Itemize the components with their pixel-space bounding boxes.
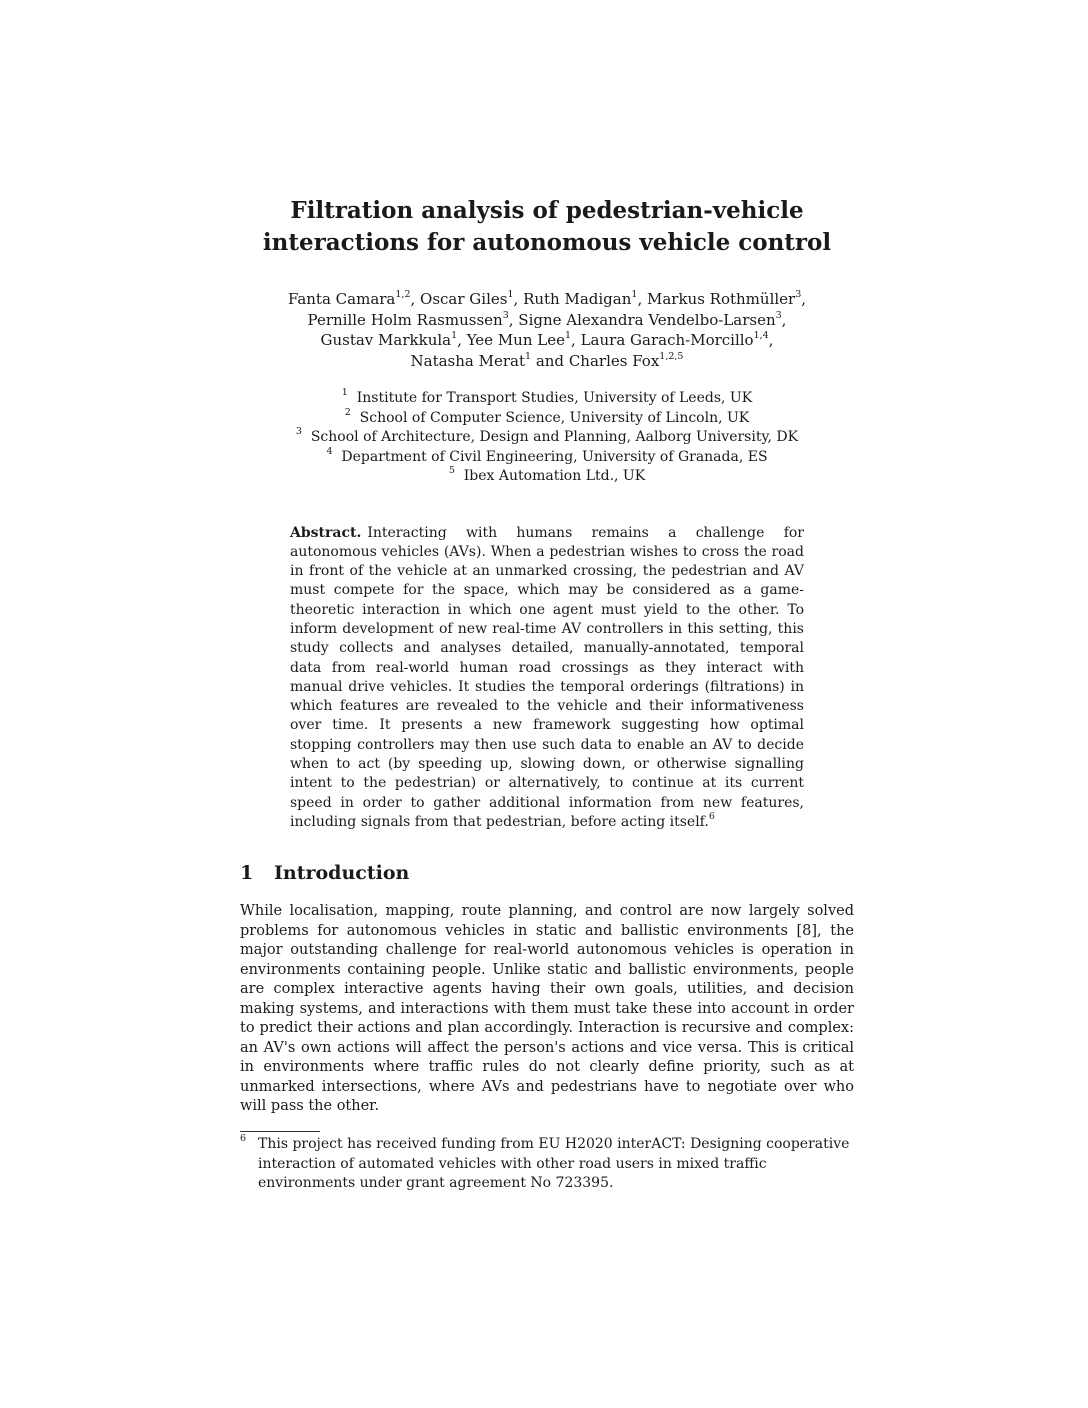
- author-affil-mark: 3: [795, 289, 802, 300]
- author: Ruth Madigan: [523, 290, 632, 308]
- author-affil-mark: 1,4: [753, 330, 769, 341]
- affiliation: $^2$ School of Computer Science, University of Lincoln, UK: [344, 406, 750, 426]
- author-affil-mark: 1,2,5: [659, 350, 684, 362]
- footnote-text: This project has received funding from EU H2020 interACT: Designing cooperative interaction of automated vehicles with other road users in mixed traffic environments under grant agreement No 723395.: [258, 1136, 850, 1192]
- author-affil-mark: 1: [525, 350, 532, 362]
- affiliation-mark: 2: [344, 406, 351, 418]
- affiliation: $^5$ Ibex Automation Ltd., UK: [448, 465, 646, 484]
- affiliation-mark: 1: [341, 387, 348, 399]
- affiliation: $^1$ Institute for Transport Studies, University of Leeds, UK: [341, 387, 753, 406]
- abstract-text: Interacting with humans remains a challenge for autonomous vehicles (AVs). When a pedestrian wishes to cross the road in front of the vehicle at an unmarked crossing, the pedestrian and AV must compete for the space, which may be considered as a game-theoretic interaction in which one agent must yield to the other. To inform development of new real-time AV controllers in this setting, this study collects and analyses detailed, manually-annotated, temporal data from real-world human road crossings as they interact with manual drive vehicles. It studies the temporal orderings (filtrations) in which features are revealed to the vehicle and their informativeness over time. It presents a new framework suggesting how optimal stopping controllers may then use such data to enable an AV to decide when to act (by speeding up, slowing down, or otherwise signalling intent to the pedestrian) or alternatively, to continue at its current speed in order to gather additional information from new features, including signals from that pedestrian, before acting itself.: [290, 524, 804, 830]
- author: Charles Fox: [568, 351, 660, 370]
- affiliation-mark: 5: [448, 465, 455, 477]
- author-affil-mark: 1: [565, 330, 572, 341]
- footnote: [240, 1132, 854, 1194]
- section-title: Introduction: [274, 862, 410, 885]
- author-affil-mark: 1,2: [395, 289, 411, 300]
- author: Oscar Giles: [420, 290, 508, 308]
- section-heading: [240, 862, 854, 884]
- author-list: Fanta Camara$^{1,2}$, Oscar Giles$^1$, Ruth Madigan$^1$, Markus Rothmüller$^3$, Pernille Holm Rasmussen$^3$, Signe Alexandra Vendelbo-Larsen$^3$, Gustav Markkula$^1$, Yee Mun Lee$^1$, Laura Garach-Morcillo$^{1,4}$, Natasha Merat$^1$ and Charles Fox$^{1,2,5}$: [287, 289, 807, 370]
- footnote-mark: 6: [240, 1132, 247, 1144]
- abstract: [290, 524, 804, 833]
- intro-paragraph: While localisation, mapping, route planning, and control are now largely solved problems for autonomous vehicles in static and ballistic environments [8], the major outstanding challenge for real-world autonomous vehicles is operation in environments containing people. Unlike static and ballistic environments, people are complex interactive agents having their own goals, utilities, and decision making systems, and interactions with them must take these into account in order to predict their actions and plan accordingly. Interaction is recursive and complex: an AV's own actions will affect the person's actions and vice versa. This is critical in environments where traffic rules do not clearly define priority, such as at unmarked intersections, where AVs and pedestrians have to negotiate over who will pass the other.: [240, 903, 854, 1115]
- paper-page: [240, 195, 854, 1194]
- author: Laura Garach-Morcillo: [580, 331, 754, 349]
- author-affil-mark: 1: [631, 289, 638, 300]
- author-affil-mark: 1: [451, 330, 458, 341]
- author: Markus Rothmüller: [646, 290, 796, 308]
- author-affil-mark: 1: [507, 289, 514, 300]
- footnote-rule: [240, 1131, 320, 1132]
- author: Natasha Merat: [410, 351, 525, 370]
- affiliation: $^4$ Department of Civil Engineering, University of Granada, ES: [326, 445, 768, 465]
- affiliation: $^3$ School of Architecture, Design and Planning, Aalborg University, DK: [295, 426, 799, 445]
- author: Gustav Markkula: [320, 331, 452, 349]
- author-conjunction: and: [535, 351, 565, 370]
- author: Fanta Camara: [287, 290, 396, 308]
- author: Signe Alexandra Vendelbo-Larsen: [518, 310, 776, 329]
- author-affil-mark: 3: [775, 309, 782, 321]
- author: Pernille Holm Rasmussen: [307, 310, 503, 329]
- affiliation-mark: 3: [295, 426, 302, 438]
- paper-title: Filtration analysis of pedestrian-vehicle interactions for autonomous vehicle control: [262, 197, 832, 256]
- affiliation-list: [240, 389, 854, 487]
- author-affil-mark: 3: [502, 309, 509, 321]
- affiliation-mark: 4: [326, 445, 333, 457]
- author: Yee Mun Lee: [466, 331, 565, 349]
- footnote-reference[interactable]: 6: [708, 811, 715, 823]
- section-number: 1: [240, 862, 254, 885]
- abstract-label: Abstract.: [290, 524, 362, 541]
